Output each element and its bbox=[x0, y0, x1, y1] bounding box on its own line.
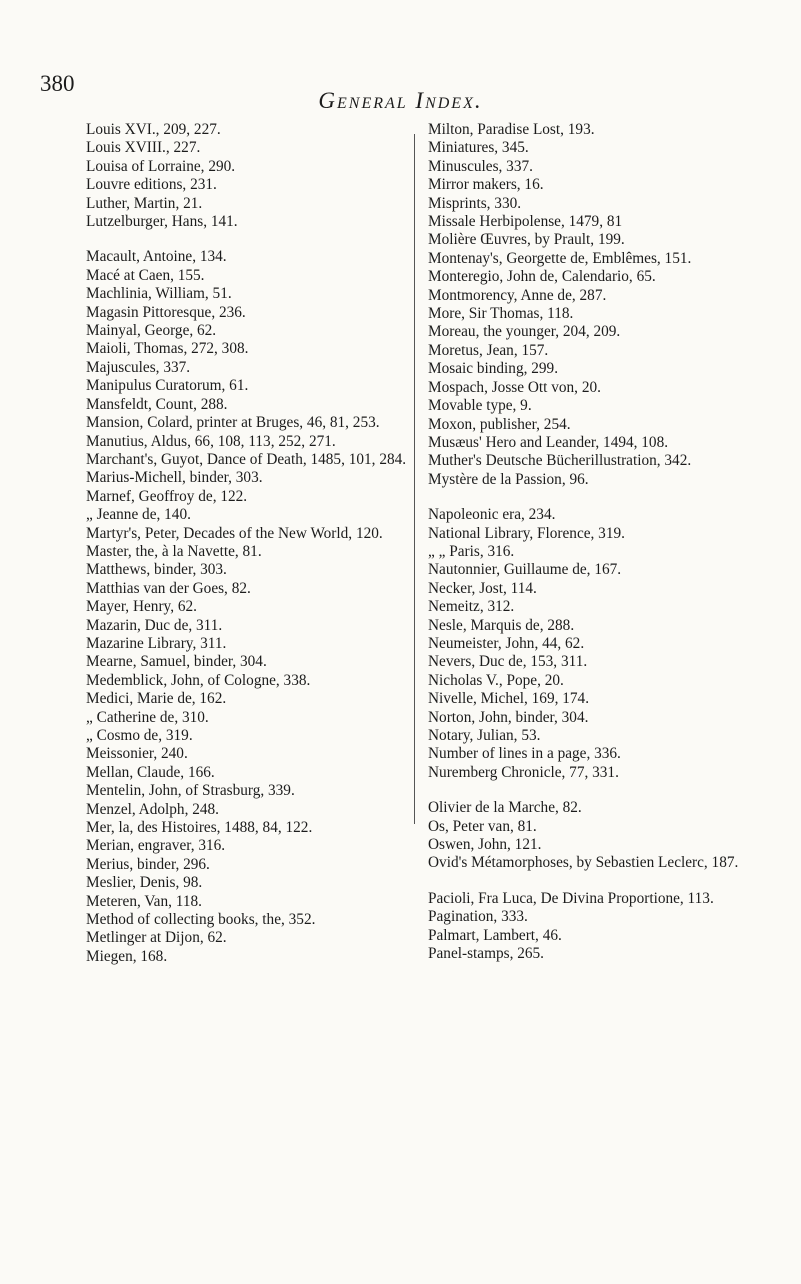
index-entry: Menzel, Adolph, 248. bbox=[86, 800, 219, 818]
index-entry: Marius-Michell, binder, 303. bbox=[86, 469, 263, 487]
index-entry: Mearne, Samuel, binder, 304. bbox=[86, 653, 267, 671]
index-column-right bbox=[428, 121, 764, 963]
index-entry: Martyr's, Peter, Decades of the New World, 120. bbox=[86, 524, 383, 542]
index-entry: Matthews, binder, 303. bbox=[86, 561, 227, 579]
index-entry: Nevers, Duc de, 153, 311. bbox=[428, 653, 588, 671]
index-entry: Marnef, Geoffroy de, 122. bbox=[86, 487, 248, 505]
index-entry: Mayer, Henry, 62. bbox=[86, 598, 197, 616]
column-divider bbox=[414, 134, 415, 824]
index-entry: Merius, binder, 296. bbox=[86, 855, 210, 873]
index-entry: Maioli, Thomas, 272, 308. bbox=[86, 340, 249, 358]
index-entry: Miniatures, 345. bbox=[428, 139, 529, 157]
index-entry: Nicholas V., Pope, 20. bbox=[428, 671, 564, 689]
index-entry: Palmart, Lambert, 46. bbox=[428, 926, 562, 944]
index-entry: Magasin Pittoresque, 236. bbox=[86, 303, 246, 321]
index-entry: Meissonier, 240. bbox=[86, 745, 188, 763]
index-entry: Pacioli, Fra Luca, De Divina Proportione, 113. bbox=[428, 889, 714, 907]
index-entry: Napoleonic era, 234. bbox=[428, 506, 556, 524]
index-entry: National Library, Florence, 319. bbox=[428, 524, 625, 542]
index-entry: Montmorency, Anne de, 287. bbox=[428, 286, 607, 304]
index-entry: „ „ Paris, 316. bbox=[428, 542, 515, 560]
index-entry: Mellan, Claude, 166. bbox=[86, 763, 215, 781]
index-entry: Louvre editions, 231. bbox=[86, 176, 217, 194]
index-entry: Meslier, Denis, 98. bbox=[86, 874, 203, 892]
index-entry: Minuscules, 337. bbox=[428, 157, 533, 175]
index-entry: Nautonnier, Guillaume de, 167. bbox=[428, 561, 622, 579]
index-entry: Majuscules, 337. bbox=[86, 358, 191, 376]
index-entry: Machlinia, William, 51. bbox=[86, 285, 232, 303]
index-entry: Mosaic binding, 299. bbox=[428, 360, 559, 378]
index-entry: Norton, John, binder, 304. bbox=[428, 708, 589, 726]
index-entry: Mainyal, George, 62. bbox=[86, 322, 217, 340]
index-entry: Merian, engraver, 316. bbox=[86, 837, 226, 855]
index-entry: Necker, Jost, 114. bbox=[428, 579, 537, 597]
index-entry: Mazarine Library, 311. bbox=[86, 634, 227, 652]
page-number: 380 bbox=[40, 71, 75, 96]
index-entry: Nemeitz, 312. bbox=[428, 598, 515, 616]
index-entry: Number of lines in a page, 336. bbox=[428, 745, 621, 763]
index-entry: Nuremberg Chronicle, 77, 331. bbox=[428, 763, 619, 781]
index-entry: Movable type, 9. bbox=[428, 397, 532, 415]
index-entry: Lutzelburger, Hans, 141. bbox=[86, 213, 238, 231]
index-entry: Medici, Marie de, 162. bbox=[86, 690, 227, 708]
index-entry: Molière Œuvres, by Prault, 199. bbox=[428, 231, 625, 249]
index-entry: Mansion, Colard, printer at Bruges, 46, 81, 253. bbox=[86, 414, 380, 432]
index-entry: „ Jeanne de, 140. bbox=[86, 506, 191, 524]
index-entry: Nesle, Marquis de, 288. bbox=[428, 616, 575, 634]
index-entry: Musæus' Hero and Leander, 1494, 108. bbox=[428, 433, 669, 451]
letter-group-gap bbox=[86, 231, 408, 248]
index-entry: Meteren, Van, 118. bbox=[86, 892, 202, 910]
index-entry: Missale Herbipolense, 1479, 81 bbox=[428, 213, 623, 231]
index-entry: Panel-stamps, 265. bbox=[428, 945, 544, 963]
index-entry: Milton, Paradise Lost, 193. bbox=[428, 121, 595, 138]
index-entry: Monteregio, John de, Calendario, 65. bbox=[428, 268, 656, 286]
index-entry: Notary, Julian, 53. bbox=[428, 727, 541, 744]
index-entry: Oswen, John, 121. bbox=[428, 836, 542, 854]
index-entry: „ Catherine de, 310. bbox=[86, 708, 209, 726]
index-entry: Manipulus Curatorum, 61. bbox=[86, 377, 249, 395]
index-entry: Macault, Antoine, 134. bbox=[86, 248, 227, 266]
index-entry: „ Cosmo de, 319. bbox=[86, 727, 193, 744]
index-entry: Olivier de la Marche, 82. bbox=[428, 799, 582, 817]
index-entry: Moxon, publisher, 254. bbox=[428, 415, 571, 433]
index-entry: Mer, la, des Histoires, 1488, 84, 122. bbox=[86, 819, 313, 837]
letter-group-gap bbox=[428, 782, 764, 799]
index-entry: Mentelin, John, of Strasburg, 339. bbox=[86, 782, 295, 800]
index-entry: Medemblick, John, of Cologne, 338. bbox=[86, 671, 311, 689]
index-entry: Luther, Martin, 21. bbox=[86, 194, 203, 212]
index-entry: Louis XVIII., 227. bbox=[86, 139, 201, 157]
letter-group-gap bbox=[428, 489, 764, 506]
index-entry: Macé at Caen, 155. bbox=[86, 266, 205, 284]
index-entry: Miegen, 168. bbox=[86, 947, 168, 965]
index-entry: Marchant's, Guyot, Dance of Death, 1485, 101, 284. bbox=[86, 450, 407, 468]
index-entry: Matthias van der Goes, 82. bbox=[86, 579, 251, 597]
index-entry: Louisa of Lorraine, 290. bbox=[86, 157, 236, 175]
index-entry: Os, Peter van, 81. bbox=[428, 817, 537, 835]
index-entry: Muther's Deutsche Bücherillustration, 342. bbox=[428, 452, 692, 470]
index-entry: Manutius, Aldus, 66, 108, 113, 252, 271. bbox=[86, 432, 336, 450]
index-entry: Pagination, 333. bbox=[428, 908, 528, 926]
index-entry: Louis XVI., 209, 227. bbox=[86, 121, 221, 138]
index-entry: Mazarin, Duc de, 311. bbox=[86, 616, 223, 634]
index-entry: Master, the, à la Navette, 81. bbox=[86, 542, 262, 560]
index-entry: More, Sir Thomas, 118. bbox=[428, 305, 574, 323]
index-entry: Method of collecting books, the, 352. bbox=[86, 911, 316, 929]
index-entry: Montenay's, Georgette de, Emblêmes, 151. bbox=[428, 249, 692, 267]
index-entry: Nivelle, Michel, 169, 174. bbox=[428, 690, 590, 708]
index-entry: Neumeister, John, 44, 62. bbox=[428, 634, 585, 652]
index-entry: Ovid's Métamorphoses, by Sebastien Leclerc, 187. bbox=[428, 854, 739, 872]
index-entry: Mirror makers, 16. bbox=[428, 176, 544, 194]
letter-group-gap bbox=[428, 873, 764, 890]
index-entry: Mospach, Josse Ott von, 20. bbox=[428, 378, 601, 396]
index-entry: Mystère de la Passion, 96. bbox=[428, 470, 589, 488]
running-title: General Index. bbox=[318, 88, 483, 113]
index-entry: Moretus, Jean, 157. bbox=[428, 341, 549, 359]
index-entry: Moreau, the younger, 204, 209. bbox=[428, 323, 621, 341]
index-entry: Misprints, 330. bbox=[428, 194, 522, 212]
index-column-left bbox=[86, 121, 408, 966]
index-entry: Mansfeldt, Count, 288. bbox=[86, 395, 228, 413]
index-entry: Metlinger at Dijon, 62. bbox=[86, 929, 227, 947]
